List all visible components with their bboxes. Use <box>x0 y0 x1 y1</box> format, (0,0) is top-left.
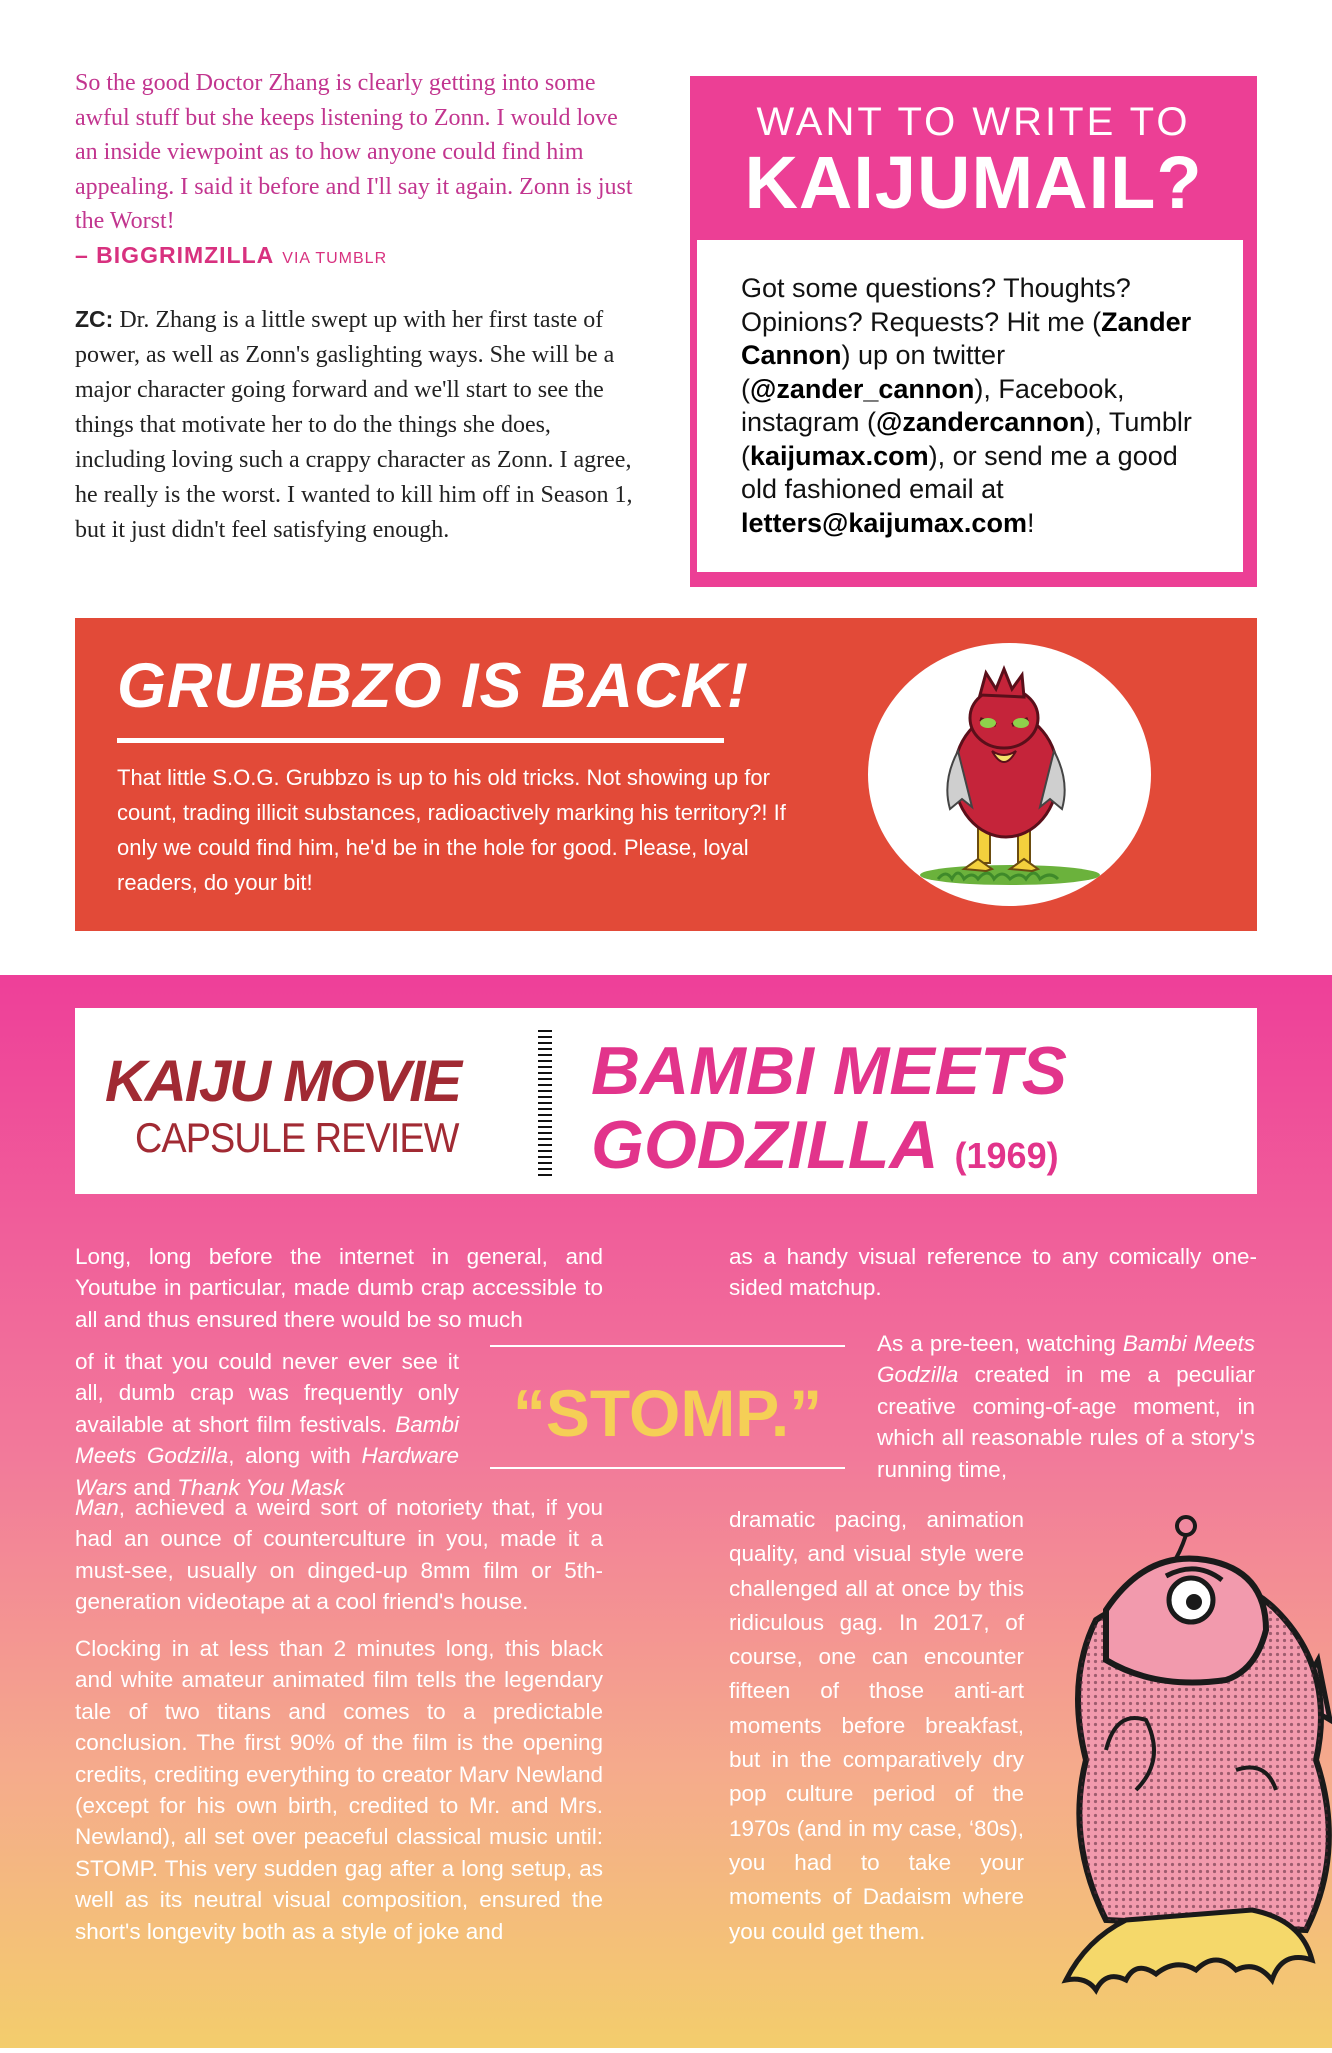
review-film-title: Hardware Wars <box>75 1443 459 1500</box>
instagram-handle[interactable]: @zandercannon <box>876 407 1086 437</box>
review-paragraph-1a: Long, long before the internet in general, and Youtube in particular, made dumb crap accessible to all and thus ensured there would be so much <box>75 1244 603 1332</box>
grubbzo-illustration-icon <box>868 643 1151 906</box>
review-paragraph-4b: dramatic pacing, animation quality, and visual style were challenged all at once by this ridiculous gag. In 2017, of course, one can encounter fifteen of those anti-art moments before breakfast, but in the comparatively dry pop culture period of the 1970s (and in my case, ‘80s), you had to take your moments of Dadaism where you could get them. <box>729 1507 1024 1944</box>
review-text: created in me a peculiar creative coming-of-age moment, in which all reasonable rules of a story's running time, <box>877 1362 1255 1482</box>
signature-via: VIA TUMBLR <box>282 250 388 267</box>
pull-quote-rule-bottom <box>490 1467 845 1469</box>
movie-title-line-1: BAMBI MEETS <box>591 1033 1067 1109</box>
tumblr-link[interactable]: kaijumax.com <box>750 440 929 471</box>
mail-text: Got some questions? Thoughts? Opinions? Requests? Hit me ( <box>741 273 1131 337</box>
twitter-handle[interactable]: @zander_cannon <box>750 373 975 404</box>
review-paragraph-3: as a handy visual reference to any comically one-sided matchup. <box>729 1244 1257 1301</box>
kaijumail-box <box>690 76 1257 587</box>
review-paragraph-4a <box>877 1328 1255 1485</box>
review-header <box>75 1008 1257 1194</box>
kaijumail-body <box>741 272 1221 540</box>
grubbzo-title-underline <box>117 738 724 743</box>
kaiju-monster-icon <box>1036 1490 1332 2048</box>
review-paragraph-1c <box>75 1492 603 1618</box>
mail-text: ), Tumblr ( <box>741 407 1192 471</box>
pull-quote: “STOMP.” <box>512 1376 823 1450</box>
mail-text: ) up on twitter ( <box>741 340 1006 404</box>
mail-text: ), Facebook, instagram ( <box>741 373 1125 437</box>
letter-signature <box>75 242 387 269</box>
kaijumail-inner-panel <box>697 240 1247 572</box>
review-film-title: Bambi Meets Godzilla <box>877 1331 1255 1388</box>
review-text: and <box>133 1474 171 1500</box>
grubbzo-body: That little S.O.G. Grubbzo is up to his old tricks. Not showing up for count, trading illicit substances, radioactively marking his territory?! If only we could find him, he'd be in the hole for good. Please, loyal readers, do your bit! <box>117 765 786 895</box>
movie-title-line-2 <box>591 1106 1059 1184</box>
review-paragraph-1b <box>75 1346 459 1503</box>
review-text: As a pre-teen, watching <box>877 1331 1116 1356</box>
mail-text: ! <box>1026 507 1035 538</box>
review-text: , along with <box>228 1443 351 1469</box>
kaijumail-heading-large: KAIJUMAIL? <box>744 141 1203 224</box>
review-label-sub: CAPSULE REVIEW <box>135 1114 459 1161</box>
email-address[interactable]: letters@kaijumax.com <box>741 507 1027 538</box>
grubbzo-portrait <box>868 643 1151 906</box>
review-text: of it that you could never ever see it all, dumb crap was frequently only available at short film festivals. <box>75 1349 459 1437</box>
review-film-title: Man <box>75 1495 119 1520</box>
grubbzo-panel <box>75 618 1257 931</box>
header-divider-ticks <box>538 1030 552 1180</box>
author-name: Zander Cannon <box>741 306 1192 370</box>
answer-prefix: ZC: <box>75 306 114 332</box>
review-film-title: Bambi Meets Godzilla <box>75 1411 459 1469</box>
review-film-title: Thank You Mask <box>177 1474 345 1500</box>
kaijumail-heading-small: WANT TO WRITE TO <box>756 100 1191 144</box>
signature-name: – BIGGRIMZILLA <box>75 242 275 268</box>
pull-quote-rule-top <box>490 1345 845 1347</box>
review-text: , achieved a weird sort of notoriety that, if you had an ounce of counterculture in you, made it a must-see, usually on dinged-up 8mm film or 5th-generation videotape at a cool friend's house. <box>75 1495 603 1615</box>
review-paragraph-2: Clocking in at less than 2 minutes long, this black and white amateur animated film tells the legendary tale of two titans and comes to a predictable conclusion. The first 90% of the film is the opening credits, crediting everything to creator Marv Newland (except for his own birth, credited to Mr. and Mrs. Newland), all set over peaceful classical music until: STOMP. This very sudden gag after a long setup, as well as its neutral visual composition, ensured the short's longevity both as a style of joke and <box>75 1636 603 1944</box>
author-answer <box>75 302 645 548</box>
answer-text: Dr. Zhang is a little swept up with her first taste of power, as well as Zonn's gaslighting ways. She will be a major character going forward and we'll start to see the things that motivate her to do the things she does, including loving such a crappy character as Zonn. I agree, he really is the worst. I wanted to kill him off in Season 1, but it just didn't feel satisfying enough. <box>75 307 633 543</box>
review-label-main: KAIJU MOVIE <box>105 1049 461 1114</box>
mail-text: ), or send me a good old fashioned email at <box>741 440 1178 504</box>
reader-letter: So the good Doctor Zhang is clearly getting into some awful stuff but she keeps listening to Zonn. I would love an inside viewpoint as to how anyone could find him appealing. I said it before and I'll say it again. Zonn is just the Worst! <box>75 70 633 234</box>
movie-year: (1969) <box>954 1135 1059 1176</box>
movie-title-text: GODZILLA <box>591 1107 939 1183</box>
grubbzo-title: GRUBBZO IS BACK! <box>117 651 749 721</box>
